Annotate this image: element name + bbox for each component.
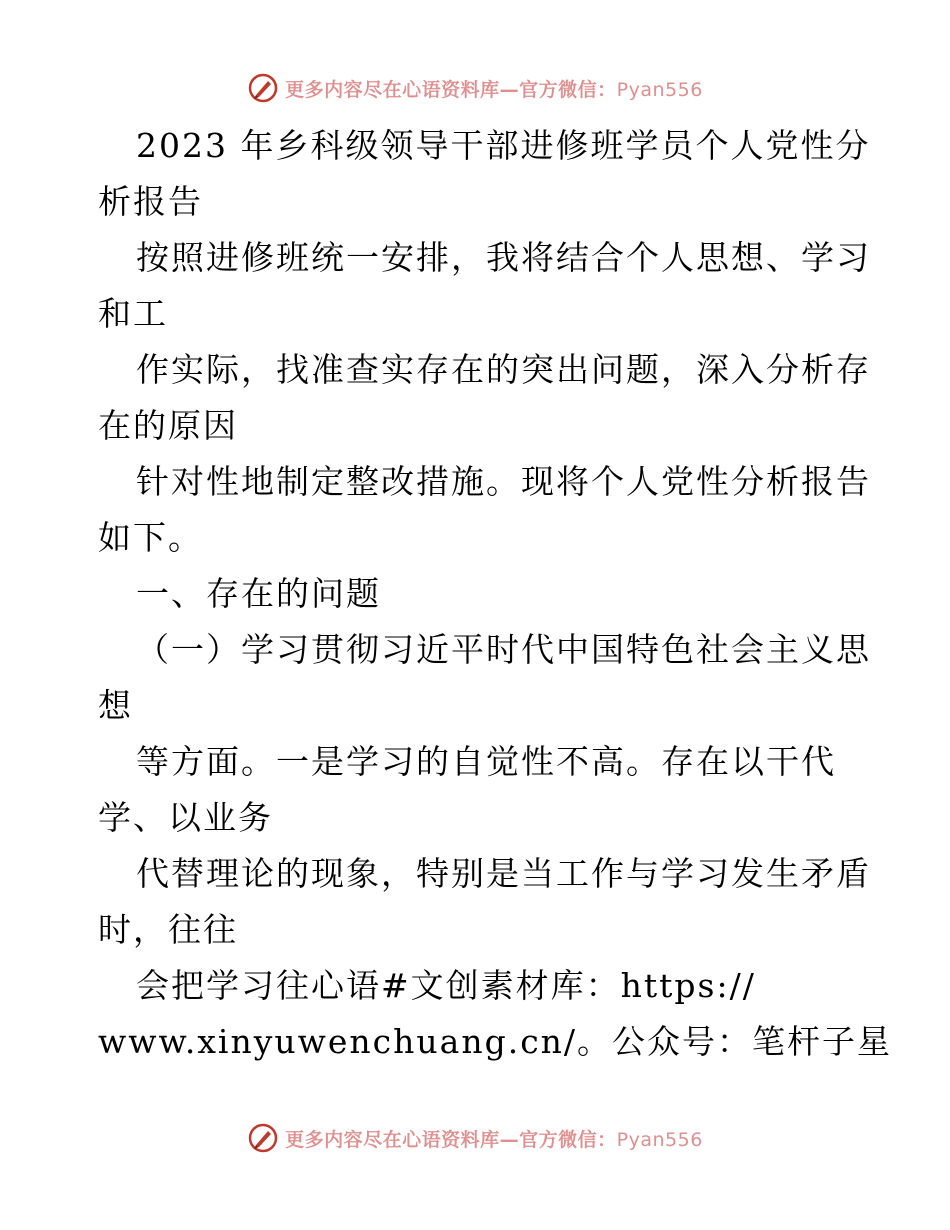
document-body — [98, 118, 893, 1070]
paragraph-line: 学、以业务 — [98, 798, 273, 837]
paragraph-line: 作实际，找准查实存在的突出问题，深入分析存 — [136, 350, 871, 389]
section-heading: 一、存在的问题 — [136, 574, 381, 613]
watermark-text: 更多内容尽在心语资料库—官方微信：Pyan556 — [285, 1128, 703, 1151]
paragraph-line: 在的原因 — [98, 406, 238, 445]
paragraph-line: www.xinyuwenchuang.cn/。公众号：笔杆子星 — [98, 1022, 893, 1061]
footer-watermark — [0, 1122, 950, 1154]
title-line-1: 2023 年乡科级领导干部进修班学员个人党性分 — [136, 126, 871, 165]
subsection-heading-cont: 想 — [98, 686, 133, 725]
paragraph-line: 等方面。一是学习的自觉性不高。存在以干代 — [136, 742, 836, 781]
paragraph-line: 代替理论的现象，特别是当工作与学习发生矛盾 — [136, 854, 871, 893]
wechat-id: Pyan556 — [616, 78, 703, 101]
watermark-text: 更多内容尽在心语资料库—官方微信：Pyan556 — [285, 78, 703, 101]
paragraph-line: 针对性地制定整改措施。现将个人党性分析报告 — [136, 462, 871, 501]
paragraph-line: 时，往往 — [98, 910, 238, 949]
pen-logo-icon — [247, 72, 279, 104]
subsection-heading: （一）学习贯彻习近平时代中国特色社会主义思 — [136, 630, 871, 669]
header-watermark — [0, 72, 950, 104]
pen-logo-icon — [247, 1122, 279, 1154]
paragraph-line: 按照进修班统一安排，我将结合个人思想、学习 — [136, 238, 871, 277]
paragraph-line: 如下。 — [98, 518, 203, 557]
wechat-id: Pyan556 — [616, 1128, 703, 1151]
paragraph-line: 和工 — [98, 294, 168, 333]
paragraph-line: 会把学习往心语#文创素材库：https:// — [136, 966, 756, 1005]
title-line-2: 析报告 — [98, 182, 203, 221]
